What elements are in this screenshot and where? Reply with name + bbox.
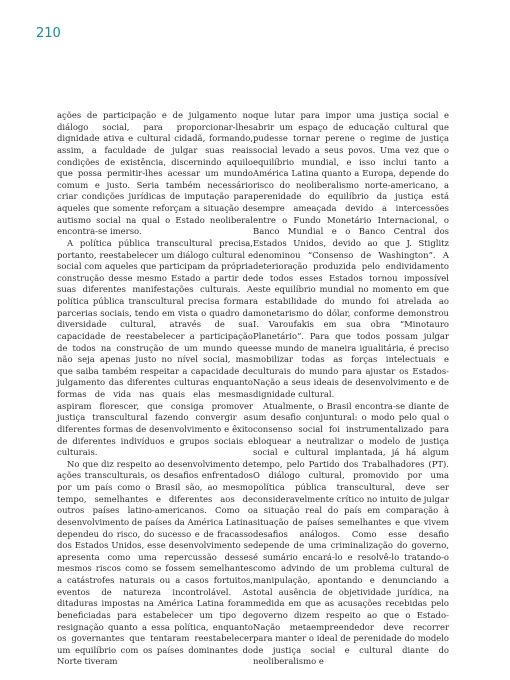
paragraph: que lutar para impor uma justiça social e abrir um espaço de educação cultural que pudesse tornar perene o regime de justiça social levado a seus povos. Uma vez que o equilíbrio mundial, e isso inclui tanto a América Latina quanto a Europa, depende do risco do neoliberalismo norte-americano, a perenidade do equilíbrio da justiça está sempre ameaçada devido a intercessões entre o Fundo Monetário Internacional, o Banco Mundial e o Banco Central dos Estados Unidos, devido ao que J. Stiglitz denominou “Consenso de Washington”. A deterioração produzida pelo endividamento de todos esses Estados tornou impossível este equilíbrio mundial no momento em que a estabilidade do mundo foi atrelada ao monetarismo do dólar, conforme demonstrou I. Varoufakis em sua obra “Minotauro Planetário”. Para que todos possam julgar esse mundo de maneira igualitária, é preciso mobilizar todas as forças intelectuais e culturais do mundo para ajustar os Estados-Nação a seus ideais de desenvolvimento e de dignidade cultural. <box>253 110 449 399</box>
text-column-left <box>57 110 253 668</box>
paragraph: Atualmente, o Brasil encontra-se diante de um desafio conjuntural: o modo pelo qual o consenso social foi instrumentalizado para bloquear a neutralizar o modelo de justiça social e cultural implantada, já há algum tempo, pelo Partido dos Trabalhadores (PT). O diálogo cultural, promovido por uma política pública transcultural, deve ser consideravelmente crítico no intuito de julgar a situação real do país em comparação à situação de países semelhantes e que vivem desafios análogos. Como esse desafio depende de uma criminalização do governo, é sumário encará-lo e resolvê-lo tratando-o como advindo de um problema cultural de manipulação, apontando e denunciando a total ausência de objetividade jurídica, na medida em que as acusações recebidas pelo governo dizem respeito ao que o Estado-Nação metaempreendedor deve recorrer para manter o ideal de perenidade do modelo de justiça social e cultural diante do neoliberalismo e <box>253 400 450 667</box>
page-number: 210 <box>36 26 61 41</box>
paragraph: A política pública transcultural precisa, portanto, reestabelecer um diálogo cultural e social com aqueles que participam da própria construção desse mesmo Estado a partir de suas diferentes manifestações culturais. A política pública transcultural precisa formar parcerias sociais, tendo em vista o quadro da diversidade cultural, através de sua capacidade de reestabelecer a participação de todos na construção de um mundo que não seja apenas justo no nível social, mas que saiba também respeitar a capacidade de julgamento das diferentes culturas enquanto formas de vida nas quais elas mesmas aspiram florescer, que consiga promover justiça transcultural fazendo convergir as diferentes formas de desenvolvimento e êxito de diferentes indivíduos e grupos sociais e culturais. <box>57 237 253 458</box>
paragraph: ações de participação e de julgamento no diálogo social, para proporcionar-lhes dignidade ativa e cultural cidadã, formando, assim, a faculdade de julgar suas reais condições de existência, discernindo aquilo que possa permitir-lhes acessar um mundo comum e justo. Seria também necessário criar condições jurídicas de imputação para aqueles que somente reforçam a situação de autismo social na qual o Estado neoliberal encontra-se imerso. <box>57 110 253 237</box>
paragraph: No que diz respeito ao desenvolvimento de ações transculturais, os desafios enfrentados por um país como o Brasil são, ao mesmo tempo, semelhantes e diferentes aos de outros países latino-americanos. Como o desenvolvimento de países da América Latina dependeu do risco, do sucesso e de fracasso dos Estados Unidos, esse desenvolvimento se apresenta como uma repercussão desses mesmos riscos como se fossem semelhantes a catástrofes naturais ou a casos fortuitos, eventos de natureza incontrolável. As ditaduras impostas na América Latina foram beneficiadas para estabelecer um tipo de resignação quanto a essa política, enquanto os governantes que tentaram reestabelecer um equilíbrio com os países dominantes do Norte tiveram <box>57 458 253 667</box>
text-column-right <box>253 110 449 668</box>
